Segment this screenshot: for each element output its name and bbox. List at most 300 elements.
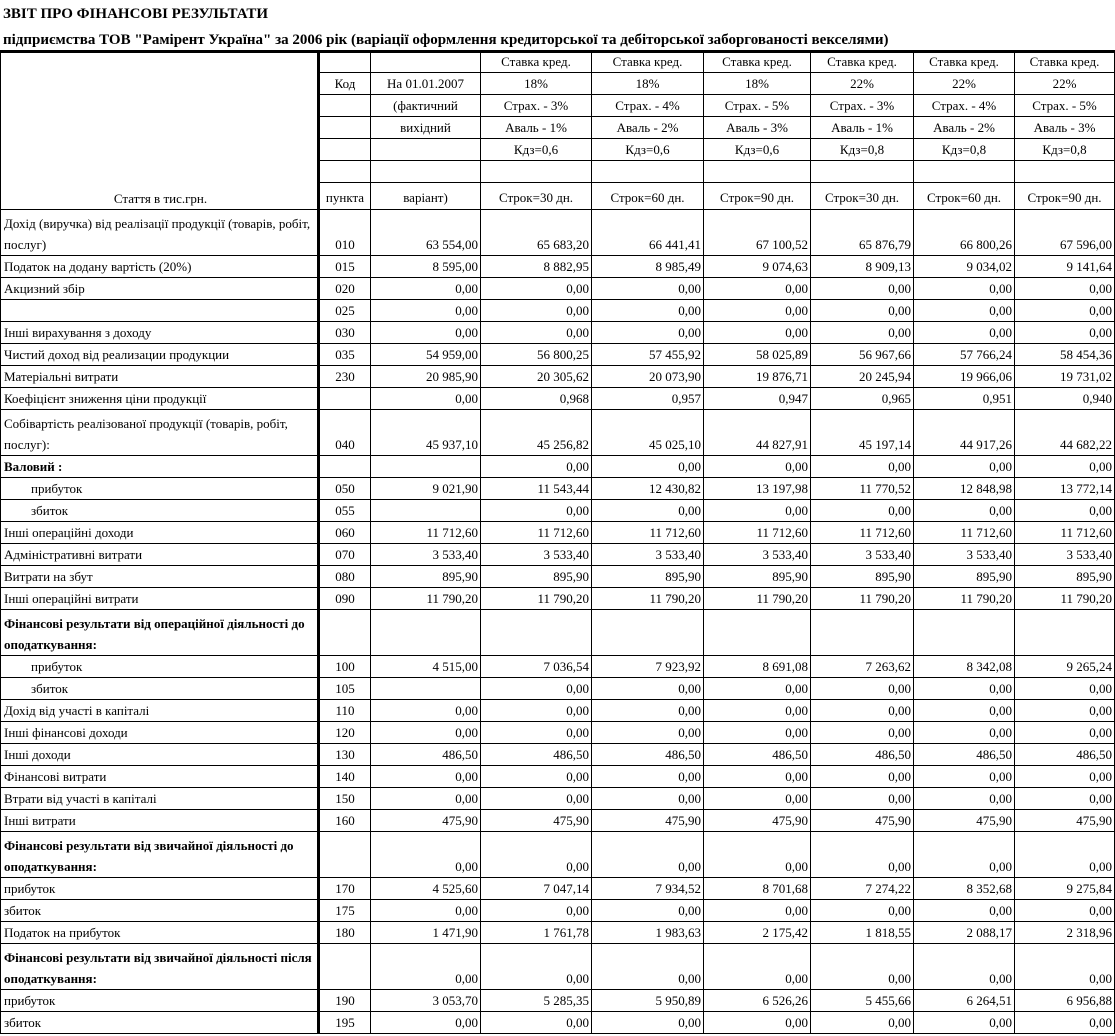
table-row — [1, 210, 1115, 256]
table-row — [1, 456, 1115, 478]
row-value: 0,00 — [481, 678, 592, 700]
row-value: 7 934,52 — [592, 878, 704, 900]
row-value: 0,00 — [1015, 678, 1115, 700]
row-value: 0,00 — [1015, 300, 1115, 322]
row-code — [319, 944, 371, 990]
row-value: 0,00 — [481, 944, 592, 990]
header-variant-3 — [704, 51, 811, 210]
row-value: 0,00 — [914, 788, 1015, 810]
row-value: 0,00 — [481, 278, 592, 300]
row-value: 0,00 — [914, 300, 1015, 322]
table-row — [1, 566, 1115, 588]
row-value: 0,00 — [371, 300, 481, 322]
row-value: 8 595,00 — [371, 256, 481, 278]
row-value: 0,00 — [592, 456, 704, 478]
table-row — [1, 810, 1115, 832]
row-value: 895,90 — [481, 566, 592, 588]
row-code: 110 — [319, 700, 371, 722]
row-value: 3 533,40 — [371, 544, 481, 566]
row-value — [592, 610, 704, 656]
header-line: 22% — [1015, 73, 1114, 95]
header-variant-2 — [592, 51, 704, 210]
row-article: Дохід від участі в капіталі — [1, 700, 319, 722]
table-row — [1, 900, 1115, 922]
header-line — [371, 51, 480, 73]
row-value: 0,965 — [811, 388, 914, 410]
row-value: 44 917,26 — [914, 410, 1015, 456]
row-value: 475,90 — [592, 810, 704, 832]
header-line: Кдз=0,8 — [811, 139, 913, 161]
row-article: Фінансові результати від звичайної діяльності до оподаткування: — [1, 832, 319, 878]
row-value: 0,00 — [481, 1012, 592, 1034]
row-value: 7 274,22 — [811, 878, 914, 900]
row-value: 11 712,60 — [704, 522, 811, 544]
header-variant-1 — [481, 51, 592, 210]
row-value: 0,00 — [704, 766, 811, 788]
row-value: 0,00 — [371, 832, 481, 878]
row-value: 486,50 — [592, 744, 704, 766]
row-value: 11 712,60 — [811, 522, 914, 544]
header-line: Код — [320, 73, 370, 95]
row-value: 8 882,95 — [481, 256, 592, 278]
row-code: 090 — [319, 588, 371, 610]
row-value: 4 525,60 — [371, 878, 481, 900]
row-value: 12 848,98 — [914, 478, 1015, 500]
row-value: 486,50 — [371, 744, 481, 766]
row-value: 9 034,02 — [914, 256, 1015, 278]
row-value: 67 596,00 — [1015, 210, 1115, 256]
row-value: 0,00 — [914, 278, 1015, 300]
row-value: 66 800,26 — [914, 210, 1015, 256]
row-value: 0,00 — [704, 944, 811, 990]
row-code — [319, 832, 371, 878]
row-code: 025 — [319, 300, 371, 322]
row-value: 0,00 — [592, 766, 704, 788]
header-line: вихідний — [371, 117, 480, 139]
header-line: Аваль - 1% — [481, 117, 591, 139]
row-value: 0,00 — [704, 1012, 811, 1034]
row-code: 195 — [319, 1012, 371, 1034]
row-value: 475,90 — [481, 810, 592, 832]
row-value: 0,00 — [592, 944, 704, 990]
row-value: 0,00 — [592, 1012, 704, 1034]
row-value: 0,00 — [592, 700, 704, 722]
row-value: 2 088,17 — [914, 922, 1015, 944]
row-value: 0,00 — [811, 832, 914, 878]
row-value: 56 967,66 — [811, 344, 914, 366]
row-value: 11 543,44 — [481, 478, 592, 500]
row-value: 0,00 — [914, 722, 1015, 744]
row-value: 9 265,24 — [1015, 656, 1115, 678]
row-article: Фінансові результати від звичайної діяльності після оподаткування: — [1, 944, 319, 990]
table-row — [1, 500, 1115, 522]
row-value: 486,50 — [811, 744, 914, 766]
row-value: 0,00 — [914, 678, 1015, 700]
row-value: 5 285,35 — [481, 990, 592, 1012]
row-value: 475,90 — [371, 810, 481, 832]
row-value: 57 455,92 — [592, 344, 704, 366]
row-article: Інші витрати — [1, 810, 319, 832]
row-value: 0,00 — [481, 700, 592, 722]
row-value: 7 047,14 — [481, 878, 592, 900]
row-code: 160 — [319, 810, 371, 832]
row-value: 0,00 — [811, 900, 914, 922]
row-article: збиток — [1, 678, 319, 700]
row-value: 0,00 — [371, 944, 481, 990]
row-value: 0,00 — [1015, 900, 1115, 922]
row-code: 100 — [319, 656, 371, 678]
row-value: 0,957 — [592, 388, 704, 410]
row-value: 895,90 — [371, 566, 481, 588]
row-value: 1 983,63 — [592, 922, 704, 944]
row-value: 0,968 — [481, 388, 592, 410]
row-code — [319, 456, 371, 478]
row-value: 0,00 — [914, 900, 1015, 922]
row-value: 0,00 — [371, 700, 481, 722]
row-value: 475,90 — [704, 810, 811, 832]
header-line: варіант) — [403, 190, 448, 205]
row-value: 0,00 — [811, 788, 914, 810]
row-value: 44 682,22 — [1015, 410, 1115, 456]
row-value: 0,00 — [811, 300, 914, 322]
row-value: 9 141,64 — [1015, 256, 1115, 278]
header-line — [371, 161, 480, 183]
header-line: Аваль - 2% — [592, 117, 703, 139]
row-value: 11 790,20 — [811, 588, 914, 610]
row-value: 0,00 — [704, 278, 811, 300]
row-value: 0,00 — [914, 1012, 1015, 1034]
row-value: 0,00 — [481, 722, 592, 744]
header-line: Аваль - 2% — [914, 117, 1014, 139]
row-article: Собівартість реалізованої продукції (товарів, робіт, послуг): — [1, 410, 319, 456]
row-value: 0,00 — [371, 278, 481, 300]
row-value — [481, 610, 592, 656]
row-value: 0,00 — [1015, 1012, 1115, 1034]
row-value: 0,00 — [704, 456, 811, 478]
header-line — [371, 139, 480, 161]
row-value: 45 937,10 — [371, 410, 481, 456]
row-article: збиток — [1, 500, 319, 522]
row-value: 0,00 — [592, 278, 704, 300]
row-code: 035 — [319, 344, 371, 366]
row-code: 170 — [319, 878, 371, 900]
row-value: 0,00 — [371, 788, 481, 810]
table-row — [1, 722, 1115, 744]
row-article: Коефіцієнт зниження ціни продукції — [1, 388, 319, 410]
row-value: 20 245,94 — [811, 366, 914, 388]
row-value: 0,00 — [811, 1012, 914, 1034]
header-line: На 01.01.2007 — [371, 73, 480, 95]
row-value: 63 554,00 — [371, 210, 481, 256]
header-line: Аваль - 3% — [704, 117, 810, 139]
row-value: 0,00 — [704, 700, 811, 722]
row-value: 8 909,13 — [811, 256, 914, 278]
row-value: 1 761,78 — [481, 922, 592, 944]
row-value: 0,951 — [914, 388, 1015, 410]
row-value: 0,00 — [704, 678, 811, 700]
table-row — [1, 990, 1115, 1012]
row-value: 5 455,66 — [811, 990, 914, 1012]
row-value: 0,00 — [1015, 766, 1115, 788]
row-value: 0,00 — [811, 700, 914, 722]
row-article: збиток — [1, 900, 319, 922]
row-value: 0,00 — [481, 900, 592, 922]
row-value: 0,00 — [481, 766, 592, 788]
row-code: 020 — [319, 278, 371, 300]
row-value: 486,50 — [704, 744, 811, 766]
row-value: 20 305,62 — [481, 366, 592, 388]
row-value: 0,00 — [1015, 722, 1115, 744]
row-value: 0,00 — [592, 832, 704, 878]
table-row — [1, 610, 1115, 656]
header-line — [320, 161, 370, 183]
row-value: 54 959,00 — [371, 344, 481, 366]
row-value: 0,00 — [592, 900, 704, 922]
row-value: 0,00 — [704, 300, 811, 322]
row-value: 0,00 — [704, 832, 811, 878]
header-line: (фактичний — [371, 95, 480, 117]
row-value: 65 683,20 — [481, 210, 592, 256]
table-row — [1, 544, 1115, 566]
table-row — [1, 678, 1115, 700]
row-code: 070 — [319, 544, 371, 566]
header-variant-6 — [1015, 51, 1115, 210]
row-article: Акцизний збір — [1, 278, 319, 300]
row-code: 080 — [319, 566, 371, 588]
row-article: прибуток — [1, 656, 319, 678]
row-value: 486,50 — [914, 744, 1015, 766]
row-value: 1 818,55 — [811, 922, 914, 944]
report-title: ЗВІТ ПРО ФІНАНСОВІ РЕЗУЛЬТАТИ — [3, 6, 268, 22]
row-value: 0,00 — [481, 788, 592, 810]
row-code: 010 — [319, 210, 371, 256]
row-value: 0,00 — [1015, 788, 1115, 810]
table-row — [1, 878, 1115, 900]
row-value: 0,00 — [811, 500, 914, 522]
row-value: 13 772,14 — [1015, 478, 1115, 500]
table-row — [1, 522, 1115, 544]
row-value: 0,940 — [1015, 388, 1115, 410]
row-value: 0,00 — [811, 678, 914, 700]
row-value: 0,00 — [592, 678, 704, 700]
header-article — [1, 51, 319, 210]
header-base — [371, 51, 481, 210]
row-value: 5 950,89 — [592, 990, 704, 1012]
row-article: збиток — [1, 1012, 319, 1034]
row-value: 0,00 — [481, 300, 592, 322]
row-value: 11 712,60 — [1015, 522, 1115, 544]
row-value: 11 712,60 — [371, 522, 481, 544]
row-value: 486,50 — [481, 744, 592, 766]
row-article: Інші фінансові доходи — [1, 722, 319, 744]
row-value: 475,90 — [1015, 810, 1115, 832]
row-code — [319, 610, 371, 656]
header-line: Страх. - 4% — [592, 95, 703, 117]
header-line — [320, 51, 370, 73]
row-code: 040 — [319, 410, 371, 456]
row-value: 0,00 — [914, 500, 1015, 522]
header-line: Аваль - 3% — [1015, 117, 1114, 139]
header-line: Кдз=0,8 — [1015, 139, 1114, 161]
header-row — [1, 51, 1115, 210]
row-value: 0,00 — [914, 944, 1015, 990]
table-row — [1, 388, 1115, 410]
row-value: 19 731,02 — [1015, 366, 1115, 388]
row-value: 0,00 — [914, 322, 1015, 344]
header-line — [320, 117, 370, 139]
header-line — [704, 161, 810, 183]
row-value: 3 533,40 — [592, 544, 704, 566]
row-article: Чистий доход від реализации продукции — [1, 344, 319, 366]
row-article: прибуток — [1, 878, 319, 900]
row-code: 030 — [319, 322, 371, 344]
row-code: 175 — [319, 900, 371, 922]
row-value — [371, 500, 481, 522]
header-line — [320, 139, 370, 161]
row-code: 150 — [319, 788, 371, 810]
row-code — [319, 388, 371, 410]
row-value: 0,00 — [914, 832, 1015, 878]
header-line: Страх. - 3% — [481, 95, 591, 117]
row-code: 015 — [319, 256, 371, 278]
table-row — [1, 300, 1115, 322]
row-code: 190 — [319, 990, 371, 1012]
row-value — [371, 678, 481, 700]
row-value: 0,00 — [704, 500, 811, 522]
row-value: 0,00 — [914, 700, 1015, 722]
row-article: прибуток — [1, 478, 319, 500]
row-value: 19 966,06 — [914, 366, 1015, 388]
row-value: 8 352,68 — [914, 878, 1015, 900]
header-line: Страх. - 5% — [704, 95, 810, 117]
header-line: Ставка кред. — [481, 51, 591, 73]
table-row — [1, 744, 1115, 766]
row-value: 45 256,82 — [481, 410, 592, 456]
row-value: 0,00 — [914, 766, 1015, 788]
table-row — [1, 700, 1115, 722]
header-line: Ставка кред. — [811, 51, 913, 73]
row-value: 20 985,90 — [371, 366, 481, 388]
row-value — [811, 610, 914, 656]
row-value — [1015, 610, 1115, 656]
row-value: 8 342,08 — [914, 656, 1015, 678]
row-value: 11 790,20 — [914, 588, 1015, 610]
table-row — [1, 410, 1115, 456]
row-value: 0,00 — [811, 944, 914, 990]
row-value: 895,90 — [704, 566, 811, 588]
row-value: 1 471,90 — [371, 922, 481, 944]
row-value: 11 790,20 — [592, 588, 704, 610]
row-value: 0,00 — [592, 322, 704, 344]
row-value: 3 533,40 — [914, 544, 1015, 566]
header-line: Ставка кред. — [704, 51, 810, 73]
row-value: 0,00 — [481, 322, 592, 344]
row-value: 0,00 — [592, 500, 704, 522]
row-code: 055 — [319, 500, 371, 522]
row-value: 9 275,84 — [1015, 878, 1115, 900]
row-value: 0,00 — [704, 900, 811, 922]
header-line: 18% — [704, 73, 810, 95]
row-value: 0,00 — [481, 832, 592, 878]
row-value: 9 074,63 — [704, 256, 811, 278]
row-value — [371, 610, 481, 656]
row-value: 8 691,08 — [704, 656, 811, 678]
row-value: 13 197,98 — [704, 478, 811, 500]
row-article: Витрати на збут — [1, 566, 319, 588]
header-line: Строк=90 дн. — [1027, 190, 1102, 205]
table-row — [1, 922, 1115, 944]
row-value: 58 454,36 — [1015, 344, 1115, 366]
row-value: 0,00 — [811, 456, 914, 478]
row-article: Інші доходи — [1, 744, 319, 766]
row-value: 486,50 — [1015, 744, 1115, 766]
row-article: Дохід (виручка) від реалізації продукції (товарів, робіт, послуг) — [1, 210, 319, 256]
row-article: Валовий : — [1, 456, 319, 478]
header-line: Ставка кред. — [914, 51, 1014, 73]
row-value: 0,00 — [1015, 832, 1115, 878]
row-value: 6 264,51 — [914, 990, 1015, 1012]
row-value: 0,00 — [592, 722, 704, 744]
header-line — [481, 161, 591, 183]
row-article: Податок на прибуток — [1, 922, 319, 944]
row-value: 0,00 — [371, 322, 481, 344]
header-line: пункта — [325, 190, 365, 205]
table-row — [1, 256, 1115, 278]
row-code: 105 — [319, 678, 371, 700]
row-value: 0,00 — [811, 322, 914, 344]
row-value: 9 021,90 — [371, 478, 481, 500]
row-value: 0,00 — [371, 900, 481, 922]
row-value: 3 533,40 — [704, 544, 811, 566]
row-value: 2 318,96 — [1015, 922, 1115, 944]
row-article: прибуток — [1, 990, 319, 1012]
header-line — [811, 161, 913, 183]
row-value: 0,00 — [704, 722, 811, 744]
row-value: 4 515,00 — [371, 656, 481, 678]
row-value: 0,00 — [1015, 278, 1115, 300]
header-line: Страх. - 3% — [811, 95, 913, 117]
table-body — [1, 51, 1115, 1034]
row-article: Втрати від участі в капіталі — [1, 788, 319, 810]
report-subtitle: підприємства ТОВ "Рамірент Україна" за 2006 рік (варіації оформлення кредиторської та дебіторської заборгованості векселями) — [0, 27, 1115, 53]
header-article-label: Стаття в тис.грн. — [113, 191, 208, 206]
row-value: 12 430,82 — [592, 478, 704, 500]
table-row — [1, 588, 1115, 610]
header-line: 22% — [914, 73, 1014, 95]
row-code: 050 — [319, 478, 371, 500]
row-value: 19 876,71 — [704, 366, 811, 388]
header-line: Страх. - 4% — [914, 95, 1014, 117]
row-value: 0,00 — [1015, 500, 1115, 522]
row-value: 20 073,90 — [592, 366, 704, 388]
row-value: 2 175,42 — [704, 922, 811, 944]
row-value — [914, 610, 1015, 656]
row-value: 0,00 — [811, 766, 914, 788]
header-line: 18% — [592, 73, 703, 95]
header-line: Строк=90 дн. — [719, 190, 795, 205]
row-value: 11 790,20 — [371, 588, 481, 610]
row-value: 0,00 — [592, 788, 704, 810]
row-value: 3 533,40 — [1015, 544, 1115, 566]
row-value: 7 923,92 — [592, 656, 704, 678]
row-value: 45 025,10 — [592, 410, 704, 456]
row-value: 0,00 — [1015, 700, 1115, 722]
row-value: 6 956,88 — [1015, 990, 1115, 1012]
financial-results-table — [0, 50, 1115, 1034]
row-value: 45 197,14 — [811, 410, 914, 456]
header-line: Кдз=0,6 — [592, 139, 703, 161]
row-value: 0,00 — [704, 322, 811, 344]
